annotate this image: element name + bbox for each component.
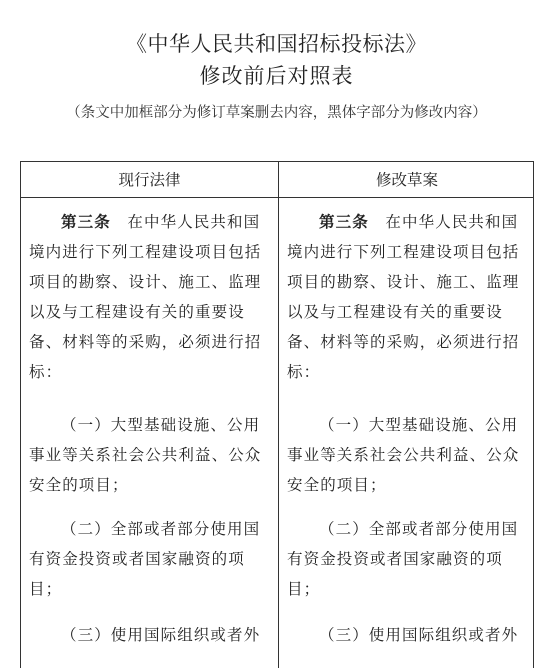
text-line: 目；	[29, 580, 63, 598]
text-line: 安全的项目；	[287, 476, 387, 494]
table-header-row	[21, 162, 533, 198]
text-line: （一）大型基础设施、公用	[319, 416, 519, 434]
text-line: （三）使用国际组织或者外	[319, 626, 519, 644]
text-line: 安全的项目；	[29, 476, 129, 494]
comparison-table	[20, 161, 534, 668]
text-line: （一）大型基础设施、公用	[61, 416, 261, 434]
item-1-paragraph	[287, 410, 519, 500]
text-line: 有资金投资或者国家融资的项	[287, 550, 503, 568]
document-note: （条文中加框部分为修订草案删去内容，黑体字部分为修改内容）	[66, 105, 487, 121]
text-segment: 在中华人民共和国	[385, 213, 519, 231]
header-current-law: 现行法律	[118, 171, 181, 189]
article-3-paragraph	[29, 207, 261, 387]
text-line: 以及与工程建设有关的重要设	[29, 303, 245, 321]
text-segment: 在中华人民共和国	[127, 213, 261, 231]
text-line: 有资金投资或者国家融资的项	[29, 550, 245, 568]
text-line: （二）全部或者部分使用国	[61, 520, 261, 538]
text-line: 标：	[287, 363, 321, 381]
text-line	[29, 207, 261, 237]
item-1-paragraph	[29, 410, 261, 500]
item-3-paragraph	[287, 620, 518, 650]
document-title: 《中华人民共和国招标投标法》	[126, 32, 427, 56]
item-3-paragraph	[29, 620, 260, 650]
article-label: 第三条	[61, 213, 111, 231]
text-line: 标：	[29, 363, 63, 381]
text-line: 境内进行下列工程建设项目包括	[29, 243, 262, 261]
text-line: 备、材料等的采购，必须进行招	[29, 333, 262, 351]
text-line: 事业等关系社会公共利益、公众	[29, 446, 262, 464]
text-line: 境内进行下列工程建设项目包括	[287, 243, 520, 261]
item-2-paragraph	[287, 514, 518, 604]
header-draft-amendment: 修改草案	[375, 171, 438, 189]
text-line: 事业等关系社会公共利益、公众	[287, 446, 520, 464]
text-line	[287, 207, 519, 237]
text-line: 项目的勘察、设计、施工、监理	[29, 273, 262, 291]
text-line: （三）使用国际组织或者外	[61, 626, 261, 644]
text-line: 以及与工程建设有关的重要设	[287, 303, 503, 321]
item-2-paragraph	[29, 514, 260, 604]
text-line: 备、材料等的采购，必须进行招	[287, 333, 520, 351]
article-label: 第三条	[319, 213, 369, 231]
text-line: （二）全部或者部分使用国	[319, 520, 519, 538]
document-subtitle: 修改前后对照表	[199, 64, 354, 88]
text-line: 目；	[287, 580, 321, 598]
article-3-paragraph	[287, 207, 519, 387]
column-divider	[278, 162, 279, 668]
text-line: 项目的勘察、设计、施工、监理	[287, 273, 520, 291]
